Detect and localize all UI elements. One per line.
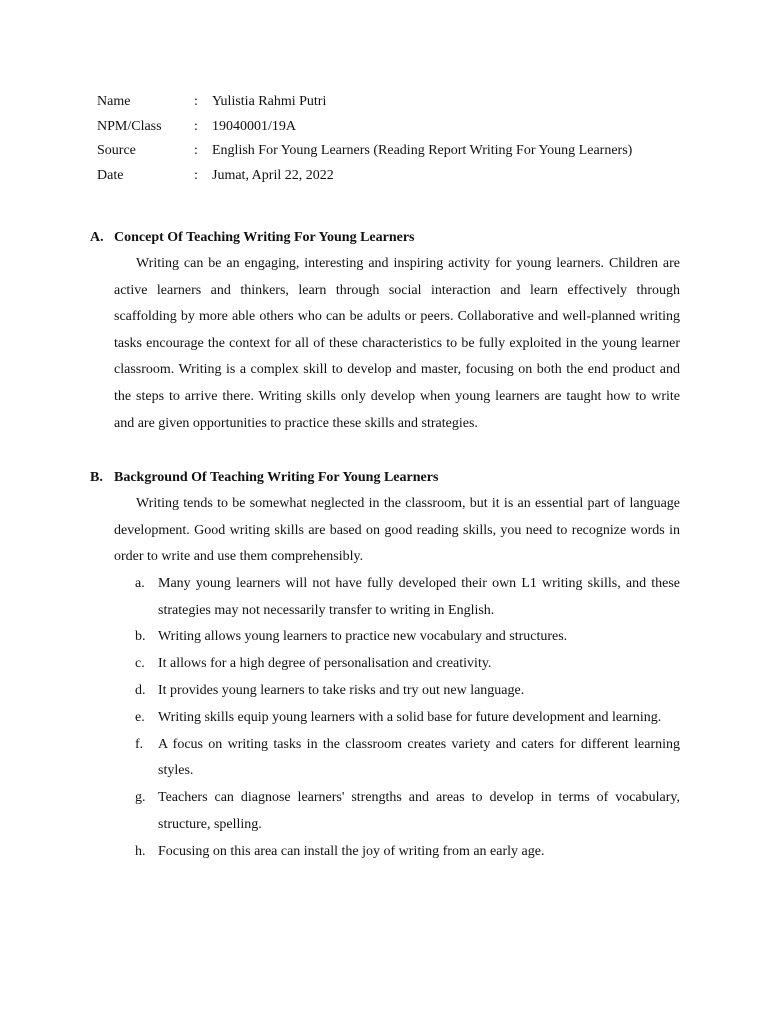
- info-colon: :: [194, 94, 198, 109]
- list-text: Writing skills equip young learners with a solid base for future development and learning.: [158, 709, 662, 725]
- info-value-source: English For Young Learners (Reading Report Writing For Young Learners): [212, 143, 633, 158]
- list-marker: e.: [135, 709, 145, 725]
- list-marker: c.: [135, 656, 145, 672]
- section-title: Concept Of Teaching Writing For Young Learners: [114, 230, 415, 245]
- list-text: Focusing on this area can install the joy of writing from an early age.: [158, 843, 545, 859]
- list-marker: g.: [135, 790, 146, 806]
- info-label: Date: [97, 167, 124, 183]
- info-label: Source: [97, 143, 136, 158]
- list-marker: d.: [135, 682, 146, 698]
- section-heading: [90, 466, 680, 490]
- info-row-source: [97, 139, 632, 164]
- info-row-npm-class: [97, 115, 632, 140]
- list-text: Many young learners will not have fully developed their own L1 writing skills, and these strategies may not necessarily transfer to writing in English.: [158, 575, 680, 618]
- list-item: [135, 705, 680, 732]
- list-marker: f.: [135, 736, 144, 752]
- info-label: Name: [97, 94, 131, 109]
- section-paragraph: Writing can be an engaging, interesting and inspiring activity for young learners. Children are active learners and thinkers, learn through social interaction and learn effectively through scaffolding by more able others who can be adults or peers. Collaborative and well-planned writing tasks encourage the context for all of these characteristics to be fully exploited in the young learner classroom. Writing is a complex skill to develop and master, focusing on both the end product and the steps to arrive there. Writing skills only develop when young learners are taught how to write and are given opportunities to practice these skills and strategies.: [114, 256, 680, 431]
- list-item: [135, 651, 680, 678]
- section-letter: B.: [90, 470, 103, 485]
- section-title: Background Of Teaching Writing For Young Learners: [114, 470, 439, 485]
- list-item: [135, 571, 680, 625]
- list-item: [135, 839, 680, 866]
- list-item: [135, 732, 680, 786]
- section-b: [90, 466, 680, 866]
- reasons-list: [135, 571, 680, 866]
- list-marker: h.: [135, 843, 146, 859]
- info-colon: :: [194, 167, 198, 183]
- list-text: Teachers can diagnose learners' strengths and areas to develop in terms of vocabulary, structure, spelling.: [158, 790, 680, 832]
- section-a: [90, 226, 680, 437]
- info-value-date: Jumat, April 22, 2022: [212, 167, 334, 183]
- list-marker: a.: [135, 575, 145, 591]
- section-letter: A.: [90, 230, 104, 245]
- section-paragraph: Writing tends to be somewhat neglected in the classroom, but it is an essential part of language development. Good writing skills are based on good reading skills, you need to recognize words in order to write and use them comprehensibly.: [114, 496, 680, 565]
- list-item: [135, 624, 680, 651]
- list-text: Writing allows young learners to practice new vocabulary and structures.: [158, 629, 568, 645]
- list-item: [135, 678, 680, 705]
- info-row-name: [97, 90, 632, 115]
- list-item: [135, 785, 680, 839]
- section-heading: [90, 226, 680, 250]
- list-text: It provides young learners to take risks and try out new language.: [158, 682, 525, 698]
- info-label: NPM/Class: [97, 118, 162, 134]
- list-text: It allows for a high degree of personalisation and creativity.: [158, 656, 492, 672]
- info-row-date: [97, 164, 632, 189]
- list-text: A focus on writing tasks in the classroom creates variety and caters for different learning styles.: [158, 736, 680, 779]
- student-info-block: [97, 90, 632, 188]
- list-marker: b.: [135, 629, 146, 645]
- info-value-name: Yulistia Rahmi Putri: [212, 94, 327, 109]
- info-colon: :: [194, 118, 198, 134]
- info-colon: :: [194, 143, 198, 158]
- info-value-npm-class: 19040001/19A: [212, 118, 296, 134]
